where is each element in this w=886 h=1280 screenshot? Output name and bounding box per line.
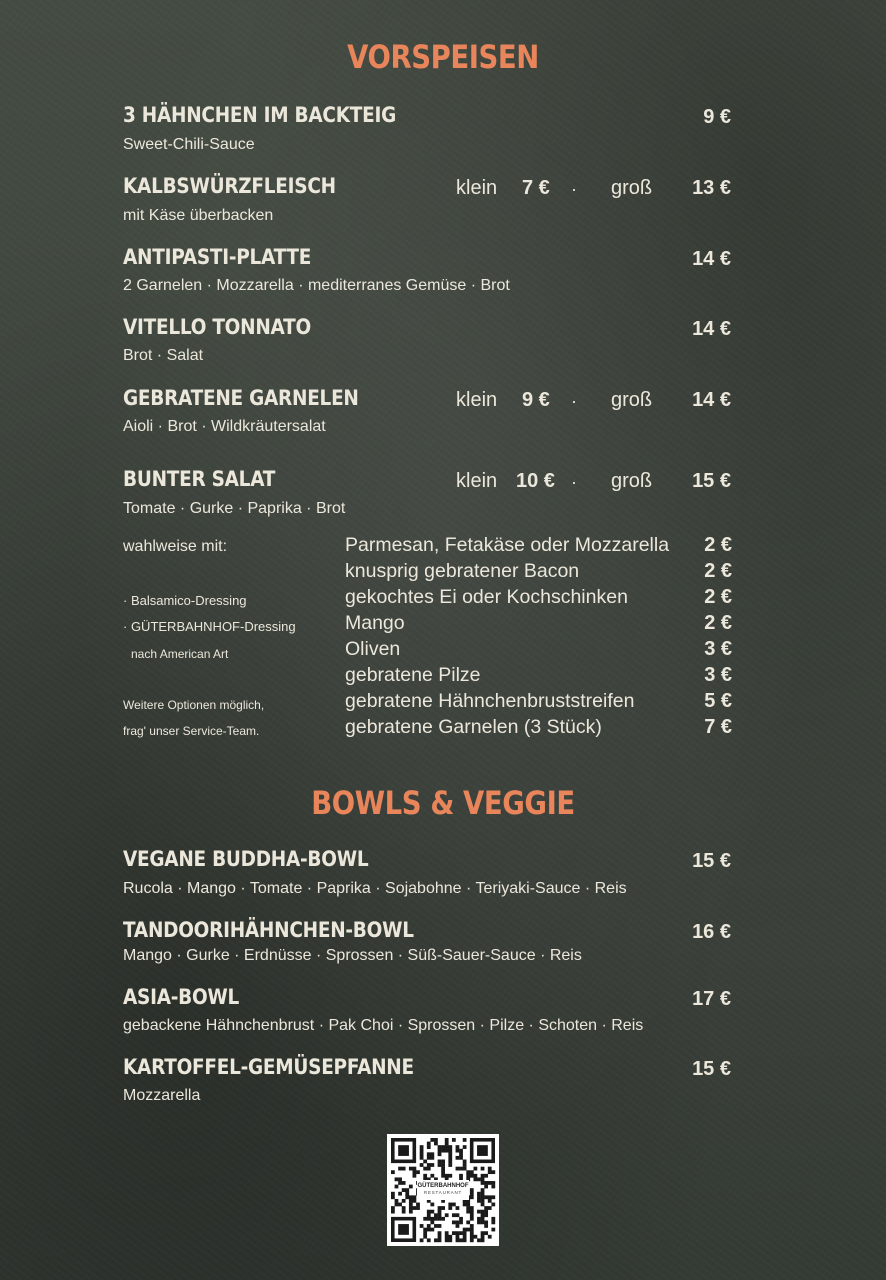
section-title-vorspeisen: VORSPEISEN xyxy=(347,38,539,76)
item-description: mit Käse überbacken xyxy=(123,207,274,224)
item-description: Sweet-Chili-Sauce xyxy=(123,136,255,153)
qr-logo xyxy=(417,1180,469,1200)
qr-logo-subtitle: RESTAURANT xyxy=(423,1190,463,1195)
size-label-large: groß xyxy=(611,389,653,411)
item-name: KALBSWÜRZFLEISCH xyxy=(123,174,336,198)
extra-price: 2 € xyxy=(704,534,732,556)
item-description: Brot · Salat xyxy=(123,347,204,364)
qr-logo-name: GÜTERBAHNHOF xyxy=(417,1183,469,1189)
extra-name: Mango xyxy=(345,612,405,634)
options-label: wahlweise mit: xyxy=(123,538,228,555)
item-description: Rucola · Mango · Tomate · Paprika · Sojabohne · Teriyaki-Sauce · Reis xyxy=(123,880,627,897)
item-description: Aioli · Brot · Wildkräutersalat xyxy=(123,418,326,435)
item-name: TANDOORIHÄHNCHEN-BOWL xyxy=(123,918,414,942)
item-name: BUNTER SALAT xyxy=(123,467,276,491)
separator-dot: · xyxy=(571,472,577,492)
item-price: 17 € xyxy=(692,988,731,1010)
item-name: GEBRATENE GARNELEN xyxy=(123,386,359,410)
item-description: Mango · Gurke · Erdnüsse · Sprossen · Süß-Sauer-Sauce · Reis xyxy=(123,947,582,964)
extra-price: 2 € xyxy=(704,560,732,582)
qr-code[interactable] xyxy=(387,1134,499,1246)
extra-price: 3 € xyxy=(704,638,732,660)
price-small: 9 € xyxy=(522,389,550,411)
size-label-small: klein xyxy=(456,389,498,411)
dressing-option: · Balsamico-Dressing xyxy=(123,593,247,608)
item-name: 3 HÄHNCHEN IM BACKTEIG xyxy=(123,103,396,127)
dressing-note: nach American Art xyxy=(131,647,229,661)
price-small: 10 € xyxy=(516,470,555,492)
item-price: 15 € xyxy=(692,850,731,872)
price-large: 14 € xyxy=(692,389,731,411)
size-label-small: klein xyxy=(456,470,498,492)
dressing-option: · GÜTERBAHNHOF-Dressing xyxy=(123,619,296,634)
options-note: frag' unser Service-Team. xyxy=(123,724,260,738)
item-price: 15 € xyxy=(692,1058,731,1080)
price-large: 13 € xyxy=(692,177,731,199)
item-name: VEGANE BUDDHA-BOWL xyxy=(123,847,369,871)
item-description: gebackene Hähnchenbrust · Pak Choi · Sprossen · Pilze · Schoten · Reis xyxy=(123,1017,644,1034)
size-label-large: groß xyxy=(611,470,653,492)
price-large: 15 € xyxy=(692,470,731,492)
extra-name: knusprig gebratener Bacon xyxy=(345,560,580,582)
item-description: Tomate · Gurke · Paprika · Brot xyxy=(123,500,346,517)
size-label-large: groß xyxy=(611,177,653,199)
extra-price: 5 € xyxy=(704,690,732,712)
extra-name: Oliven xyxy=(345,638,401,660)
separator-dot: · xyxy=(571,179,577,199)
section-title-bowls: BOWLS & VEGGIE xyxy=(311,784,575,822)
extra-name: gebratene Pilze xyxy=(345,664,481,686)
price-small: 7 € xyxy=(522,177,550,199)
item-price: 14 € xyxy=(692,248,731,270)
item-name: ANTIPASTI-PLATTE xyxy=(123,245,312,269)
item-name: ASIA-BOWL xyxy=(123,985,240,1009)
item-name: KARTOFFEL-GEMÜSEPFANNE xyxy=(123,1055,414,1079)
extra-name: gekochtes Ei oder Kochschinken xyxy=(345,586,628,608)
extra-price: 7 € xyxy=(704,716,732,738)
extra-price: 3 € xyxy=(704,664,732,686)
extra-price: 2 € xyxy=(704,586,732,608)
item-price: 9 € xyxy=(703,106,731,128)
size-label-small: klein xyxy=(456,177,498,199)
extra-name: Parmesan, Fetakäse oder Mozzarella xyxy=(345,534,670,556)
separator-dot: · xyxy=(571,391,577,411)
item-description: Mozzarella xyxy=(123,1087,201,1104)
options-note: Weitere Optionen möglich, xyxy=(123,698,265,712)
extra-name: gebratene Hähnchenbruststreifen xyxy=(345,690,635,712)
extra-price: 2 € xyxy=(704,612,732,634)
item-description: 2 Garnelen · Mozzarella · mediterranes Gemüse · Brot xyxy=(123,277,510,294)
item-name: VITELLO TONNATO xyxy=(123,315,311,339)
item-price: 16 € xyxy=(692,921,731,943)
extra-name: gebratene Garnelen (3 Stück) xyxy=(345,716,602,738)
item-price: 14 € xyxy=(692,318,731,340)
